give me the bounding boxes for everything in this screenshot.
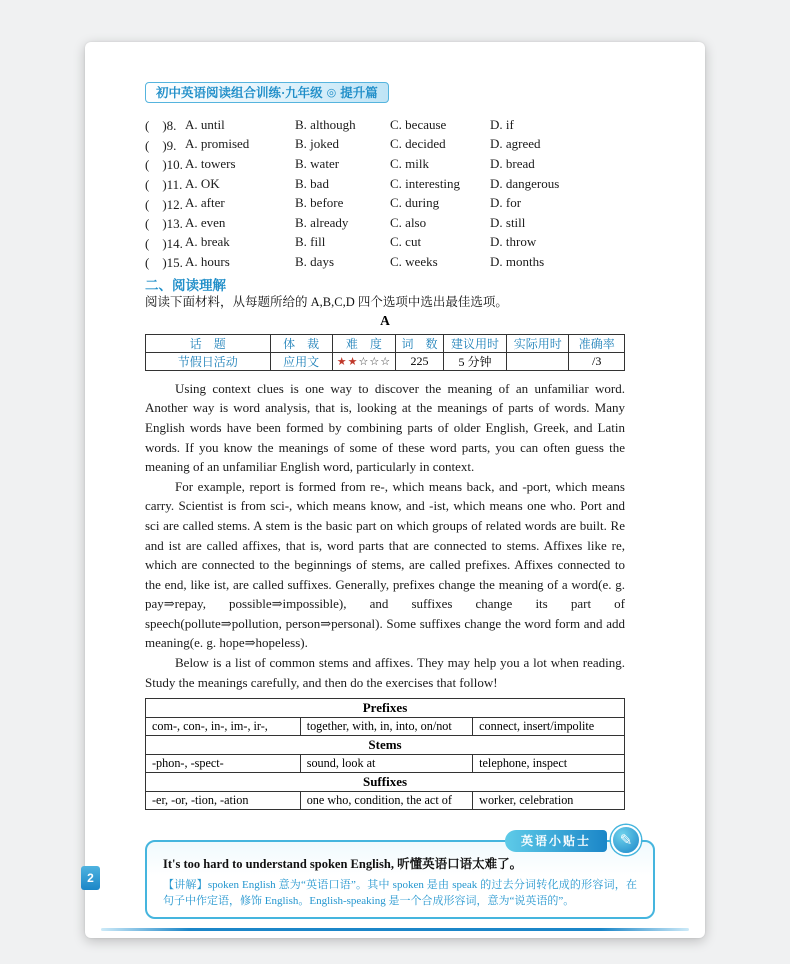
stem-examples: telephone, inspect	[473, 754, 625, 773]
book-header	[145, 82, 389, 103]
option-d: D. for	[490, 195, 522, 211]
option-a: A. even	[185, 214, 226, 230]
book-title: 初中英语阅读组合训练·九年级	[156, 86, 323, 100]
suffix-examples: worker, celebration	[473, 791, 625, 810]
question-row-10	[145, 154, 625, 174]
option-a: A. break	[185, 234, 230, 250]
workbook-page	[85, 42, 705, 938]
option-b: B. joked	[295, 136, 340, 152]
circle-icon: ◎	[326, 86, 337, 99]
edition-badge: 提升篇	[340, 86, 378, 100]
question-number: ( )8.	[145, 118, 177, 134]
question-number: ( )12.	[145, 196, 183, 212]
header-word-count: 词 数	[396, 334, 444, 352]
stems-title: Stems	[146, 736, 625, 755]
word-count-value: 225	[396, 352, 444, 370]
option-b: B. fill	[295, 234, 326, 250]
tip-headline: It's too hard to understand spoken English, 听懂英语口语太难了。	[163, 857, 523, 872]
question-row-14	[145, 233, 625, 253]
suggested-time-value: 5 分钟	[443, 352, 506, 370]
header-topic: 话 题	[146, 334, 271, 352]
header-actual-time: 实际用时	[507, 334, 569, 352]
question-number: ( )14.	[145, 235, 183, 251]
question-number: ( )9.	[145, 137, 177, 153]
section-title: 二、阅读理解	[145, 277, 226, 293]
question-row-8	[145, 115, 625, 135]
passage-paragraph-3: Below is a list of common stems and affixes. They may help you a lot when reading. Study the meanings carefully, and then do the exercises that follow!	[145, 655, 625, 690]
question-number: ( )15.	[145, 255, 183, 271]
option-d: D. throw	[490, 234, 537, 250]
question-row-13	[145, 213, 625, 233]
stem-forms: -phon-, -spect-	[146, 754, 301, 773]
passage-paragraph-1: Using context clues is one way to discover the meaning of an unfamiliar word. Another way is word analysis, that is, looking at the meanings of parts of words. Many English words have been formed by combining parts of older English, Greek, and Latin words. If you know the meanings of some of these word parts, you can often guess the meaning of an unfamiliar English word, particularly in context.	[145, 380, 625, 475]
prefixes-title-row	[146, 699, 625, 718]
filled-stars: ★★	[336, 355, 359, 368]
option-a: A. towers	[185, 155, 236, 171]
suffix-meanings: one who, condition, the act of	[300, 791, 472, 810]
info-header-row	[146, 334, 625, 352]
passage-label: A	[380, 312, 390, 328]
option-c: C. weeks	[390, 253, 438, 269]
genre-value: 应用文	[270, 352, 332, 370]
suffix-forms: -er, -or, -tion, -ation	[146, 791, 301, 810]
footer-rule	[101, 928, 689, 931]
question-number: ( )13.	[145, 216, 183, 232]
suffixes-title-row	[146, 773, 625, 792]
tip-tab-label: 英语小贴士	[505, 830, 607, 852]
header-genre: 体 裁	[270, 334, 332, 352]
option-b: B. already	[295, 214, 349, 230]
pencil-icon	[611, 825, 641, 855]
option-c: C. decided	[390, 136, 446, 152]
actual-time-value	[507, 352, 569, 370]
header-suggested-time: 建议用时	[443, 334, 506, 352]
option-a: A. after	[185, 195, 225, 211]
option-c: C. cut	[390, 234, 422, 250]
option-d: D. bread	[490, 155, 535, 171]
affix-table	[145, 698, 625, 810]
english-tip-box	[145, 832, 655, 919]
question-row-12	[145, 193, 625, 213]
page-content	[85, 42, 705, 938]
stems-row	[146, 754, 625, 773]
option-d: D. months	[490, 253, 545, 269]
info-value-row	[146, 352, 625, 370]
passage-info-table	[145, 334, 625, 371]
prefix-examples: connect, insert/impolite	[473, 717, 625, 736]
topic-value: 节假日活动	[146, 352, 271, 370]
option-c: C. because	[390, 116, 447, 132]
option-c: C. also	[390, 214, 427, 230]
header-difficulty: 难 度	[332, 334, 395, 352]
option-c: C. during	[390, 195, 440, 211]
option-a: A. promised	[185, 136, 250, 152]
suffixes-title: Suffixes	[146, 773, 625, 792]
stems-title-row	[146, 736, 625, 755]
question-number: ( )10.	[145, 157, 183, 173]
question-row-11	[145, 174, 625, 194]
question-number: ( )11.	[145, 177, 183, 193]
accuracy-value: /3	[569, 352, 625, 370]
option-b: B. before	[295, 195, 344, 211]
question-row-15	[145, 252, 625, 272]
option-b: B. days	[295, 253, 334, 269]
header-accuracy: 准确率	[569, 334, 625, 352]
prefix-meanings: together, with, in, into, on/not	[300, 717, 472, 736]
prefixes-row	[146, 717, 625, 736]
option-b: B. water	[295, 155, 340, 171]
option-c: C. interesting	[390, 175, 461, 191]
tip-explanation: 【讲解】spoken English 意为“英语口语”。其中 spoken 是由 speak 的过去分词转化成的形容词，在句子中作定语，修饰 English。English-speaking 是一个合成形容词，意为“说英语的”。	[163, 879, 637, 908]
suffixes-row	[146, 791, 625, 810]
empty-stars: ☆☆☆	[358, 355, 392, 368]
question-row-9	[145, 135, 625, 155]
option-b: B. although	[295, 116, 356, 132]
passage-paragraph-2: For example, report is formed from re-, which means back, and -port, which means carry. Scientist is from sci-, which means know, and -ist, which means one who. Port and sci are called stems. A stem is the basic part on which groups of related words are built. Re and ist are called affixes, that is, word parts that are connected to stems. Affixes like re, which are connected to the beginnings of stems, are called prefixes. Affixes connected to the end, like ist, are called suffixes. Generally, prefixes change the meaning of a word(e. g. pay⇒repay, possible⇒impossible), and suffixes change its part of speech(pollute⇒pollution, person⇒personal). Some suffixes change the word form and add meaning(e. g. hope⇒hopeless).	[145, 478, 625, 651]
option-c: C. milk	[390, 155, 430, 171]
prefixes-title: Prefixes	[146, 699, 625, 718]
option-d: D. dangerous	[490, 175, 560, 191]
difficulty-stars	[332, 352, 395, 370]
reading-passage	[145, 379, 625, 693]
option-b: B. bad	[295, 175, 329, 191]
cloze-options-list	[145, 115, 625, 272]
option-a: A. OK	[185, 175, 220, 191]
option-a: A. until	[185, 116, 225, 132]
option-d: D. still	[490, 214, 526, 230]
option-d: D. agreed	[490, 136, 541, 152]
stem-meanings: sound, look at	[300, 754, 472, 773]
option-d: D. if	[490, 116, 514, 132]
option-a: A. hours	[185, 253, 230, 269]
section-instruction: 阅读下面材料，从每题所给的 A,B,C,D 四个选项中选出最佳选项。	[145, 294, 508, 309]
page-number: 2	[87, 871, 94, 885]
prefix-forms: com-, con-, in-, im-, ir-,	[146, 717, 301, 736]
pencil-glyph: ✎	[619, 832, 633, 849]
